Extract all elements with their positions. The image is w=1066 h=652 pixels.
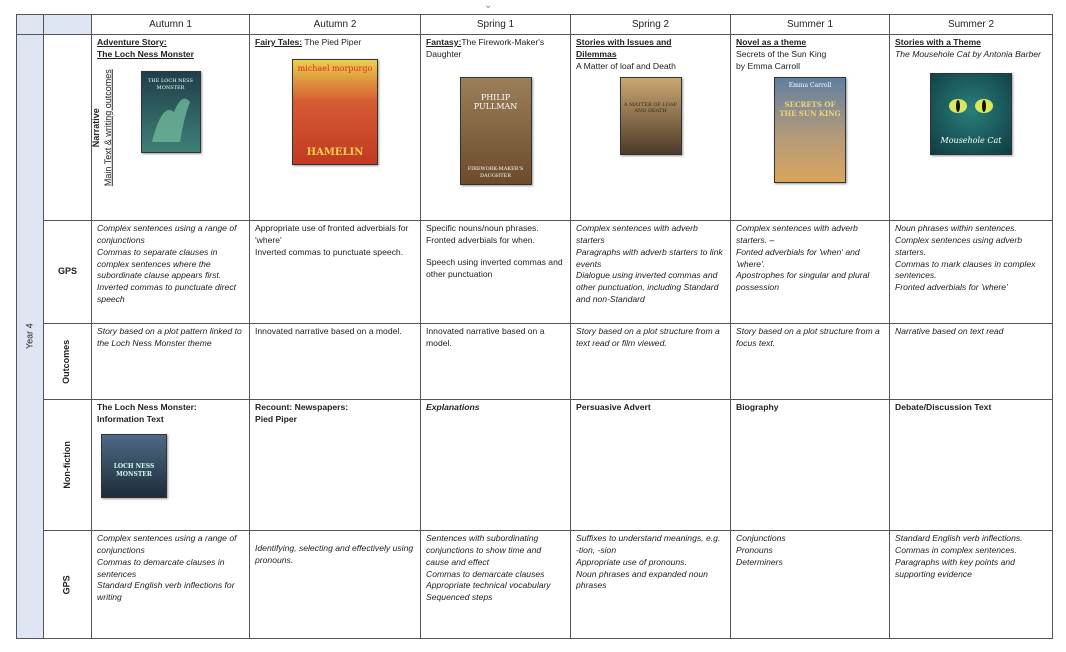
- curriculum-grid: [16, 14, 1052, 638]
- cell-line: Innovated narrative based on a model.: [426, 326, 545, 348]
- cell-line: Commas to mark clauses in complex sentences.: [895, 258, 1036, 281]
- cell-line: Pronouns: [736, 544, 773, 555]
- cover-title: A MATTER OF LOAF AND DEATH: [623, 101, 678, 115]
- cell-line: Commas to demarcate clauses in sentences: [97, 556, 225, 579]
- cover-title: Mousehole Cat: [940, 135, 1002, 145]
- nonfiction-cell-spring-2: [571, 400, 731, 531]
- cell-line: Standard English verb inflections for writing: [97, 580, 235, 603]
- outcomes-cell-autumn-2: [250, 324, 421, 400]
- narrative-row: [17, 35, 1053, 221]
- cell-line: Story based on a plot structure from a text read or film viewed.: [576, 326, 720, 348]
- cell-line: Paragraphs with key points and supporting evidence: [895, 556, 1015, 579]
- cell-title: Fairy Tales:: [255, 37, 303, 47]
- cover-author: Emma Carroll: [788, 81, 832, 89]
- cell-title: Novel as a theme: [736, 37, 807, 47]
- year-label: Year 4: [24, 323, 35, 350]
- column-header-spring-1: Spring 1: [421, 15, 571, 35]
- cell-title: Debate/Discussion Text: [895, 402, 992, 412]
- outcomes-cell-spring-2: [571, 324, 731, 400]
- cell-line: [255, 533, 415, 543]
- cell-line: Determiners: [736, 556, 783, 567]
- narrative-cell-summer-1: [731, 35, 890, 221]
- gps2-cell-autumn-1: [92, 531, 250, 639]
- cell-title: Fantasy:: [426, 37, 462, 47]
- gps-label: GPS: [57, 266, 77, 277]
- gps1-cell-autumn-2: [250, 221, 421, 324]
- column-header-spring-2: Spring 2: [571, 15, 731, 35]
- nonfiction-cell-autumn-1: [92, 400, 250, 531]
- outcomes-label: Outcomes: [61, 339, 72, 384]
- cell-line: Inverted commas to punctuate speech.: [255, 246, 404, 257]
- cell-line: Sentences with subordinating conjunctions to show time and cause and effect: [426, 533, 542, 567]
- cell-text: The Mousehole Cat by Antonia Barber: [895, 48, 1041, 59]
- cell-line: [426, 247, 565, 257]
- row-label-outcomes: [44, 324, 92, 400]
- cell-line: Apostrophes for singular and plural possession: [736, 270, 870, 293]
- row-label-nonfiction: [44, 400, 92, 531]
- gps2-cell-spring-1: [421, 531, 571, 639]
- nonfiction-label: Non-fiction: [61, 441, 72, 489]
- narrative-label: Narrative: [90, 107, 101, 147]
- cell-line: Suffixes to understand meanings, e.g. -tion, -sion: [576, 533, 721, 555]
- cell-title: The Loch Ness Monster: [97, 48, 194, 59]
- book-cover-image: [930, 73, 1012, 155]
- cell-line: Narrative based on text read: [895, 326, 1004, 336]
- cell-title: The Loch Ness Monster:: [97, 402, 197, 412]
- row-label-narrative: [44, 35, 113, 221]
- gps1-cell-summer-1: [731, 221, 890, 324]
- book-cover-image: [292, 59, 378, 165]
- cell-line: Standard English verb inflections.: [895, 533, 1023, 543]
- cell-line: Noun phrases within sentences.: [895, 223, 1017, 233]
- cell-line: Appropriate use of fronted adverbials for 'where': [255, 223, 409, 245]
- cell-title: Information Text: [97, 413, 164, 424]
- cell-line: Noun phrases and expanded noun phrases: [576, 568, 708, 591]
- narrative-cell-summer-2: [890, 35, 1053, 221]
- column-header-autumn-1: Autumn 1: [92, 15, 250, 35]
- cell-line: Paragraphs with adverb starters to link events: [576, 246, 723, 269]
- chevron-down-icon: ⌄: [484, 0, 493, 11]
- nonfiction-cell-spring-1: [421, 400, 571, 531]
- cell-title: Adventure Story:: [97, 37, 167, 47]
- gps2-cell-summer-1: [731, 531, 890, 639]
- narrative-cell-autumn-1: [92, 35, 250, 221]
- gps2-cell-spring-2: [571, 531, 731, 639]
- cell-line: Fronted adverbials for when.: [426, 234, 535, 245]
- gps1-cell-spring-2: [571, 221, 731, 324]
- outcomes-cell-summer-1: [731, 324, 890, 400]
- nonfiction-row: [17, 400, 1053, 531]
- cell-line: Complex sentences with adverb starters. –: [736, 223, 858, 245]
- cell-line: Innovated narrative based on a model.: [255, 326, 402, 336]
- cell-line: Complex sentences using adverb starters.: [895, 234, 1023, 257]
- row-label-gps-2: [44, 531, 92, 639]
- cell-line: Appropriate technical vocabulary Sequenced steps: [426, 580, 551, 603]
- gps1-cell-summer-2: [890, 221, 1053, 324]
- cell-text: The Pied Piper: [302, 37, 362, 47]
- narrative-cell-spring-2: [571, 35, 731, 221]
- outcomes-cell-autumn-1: [92, 324, 250, 400]
- gps-row-1: [17, 221, 1053, 324]
- cover-author: michael morpurgo: [297, 63, 373, 73]
- corner-cell-2: [44, 15, 92, 35]
- cover-text: THE LOCH NESS MONSTER: [148, 77, 193, 91]
- book-cover-image: [141, 71, 201, 153]
- cell-title: Persuasive Advert: [576, 402, 651, 412]
- cell-line: Inverted commas to punctuate direct speech: [97, 282, 237, 305]
- cell-line: Story based on a plot structure from a focus text.: [736, 326, 880, 348]
- monster-illustration: [142, 72, 200, 152]
- corner-cell: [17, 15, 44, 35]
- cell-line: Conjunctions: [736, 533, 786, 543]
- outcomes-cell-spring-1: [421, 324, 571, 400]
- row-label-gps-1: [44, 221, 92, 324]
- cover-author: PHILIP PULLMAN: [473, 92, 518, 111]
- book-cover-image: [460, 77, 532, 185]
- narrative-sublabel: Main Text & writing outcomes: [102, 68, 113, 186]
- column-header-summer-1: Summer 1: [731, 15, 890, 35]
- cover-title: FIREWORK-MAKER'S DAUGHTER: [467, 165, 524, 179]
- outcomes-row: [17, 324, 1053, 400]
- book-cover-image: [620, 77, 682, 155]
- narrative-cell-autumn-2: [250, 35, 421, 221]
- cell-line: Appropriate use of pronouns.: [576, 556, 687, 567]
- gps1-cell-spring-1: [421, 221, 571, 324]
- cell-title: Recount: Newspapers:: [255, 402, 349, 412]
- cell-line: Fonted adverbials for 'when' and 'where'.: [736, 246, 860, 269]
- header-row: [17, 15, 1053, 35]
- cell-text: A Matter of loaf and Death: [576, 60, 676, 71]
- cell-line: Commas to separate clauses in complex sentences where the subordinate clause appears first.: [97, 246, 222, 281]
- nonfiction-cell-summer-1: [731, 400, 890, 531]
- cover-title: HAMELIN: [306, 147, 364, 159]
- book-cover-image: [774, 77, 846, 183]
- cell-line: Complex sentences with adverb starters: [576, 223, 698, 245]
- cell-title: Stories with a Theme: [895, 37, 981, 47]
- gps-row-2: [17, 531, 1053, 639]
- cell-text: The Firework-Maker's Daughter: [426, 37, 545, 59]
- gps1-cell-autumn-1: [92, 221, 250, 324]
- narrative-cell-spring-1: [421, 35, 571, 221]
- cell-line: Commas in complex sentences.: [895, 544, 1017, 555]
- cell-title: Explanations: [426, 402, 480, 412]
- cover-title: LOCH NESS MONSTER: [113, 462, 155, 478]
- cell-line: Speech using inverted commas and other punctuation: [426, 256, 563, 279]
- cell-text: Secrets of the Sun King: [736, 48, 827, 59]
- cell-line: Specific nouns/noun phrases.: [426, 223, 539, 233]
- cell-title: Pied Piper: [255, 413, 298, 424]
- cell-line: Complex sentences using a range of conjunctions: [97, 223, 237, 245]
- cell-title: Dilemmas: [576, 48, 617, 59]
- column-header-summer-2: Summer 2: [890, 15, 1053, 35]
- nonfiction-cell-summer-2: [890, 400, 1053, 531]
- cell-line: Fronted adverbials for 'where': [895, 282, 1008, 293]
- cover-title: SECRETS OF THE SUN KING: [779, 99, 841, 119]
- gps2-cell-summer-2: [890, 531, 1053, 639]
- gps2-cell-autumn-2: [250, 531, 421, 639]
- cell-line: Commas to demarcate clauses: [426, 568, 545, 579]
- cell-title: Stories with Issues and: [576, 37, 672, 47]
- cell-line: Dialogue using inverted commas and other punctuation, including Standard and non-Standard: [576, 270, 719, 305]
- cell-line: Story based on a plot pattern linked to the Loch Ness Monster theme: [97, 326, 242, 348]
- cell-line: Complex sentences using a range of conjunctions: [97, 533, 237, 555]
- year-label-cell: [17, 35, 44, 639]
- column-header-autumn-2: Autumn 2: [250, 15, 421, 35]
- cell-title: Biography: [736, 402, 779, 412]
- cell-text: by Emma Carroll: [736, 60, 800, 71]
- outcomes-cell-summer-2: [890, 324, 1053, 400]
- cell-line: Identifying, selecting and effectively using pronouns.: [255, 543, 414, 565]
- book-cover-image: [101, 434, 167, 498]
- gps-label: GPS: [61, 574, 72, 594]
- nonfiction-cell-autumn-2: [250, 400, 421, 531]
